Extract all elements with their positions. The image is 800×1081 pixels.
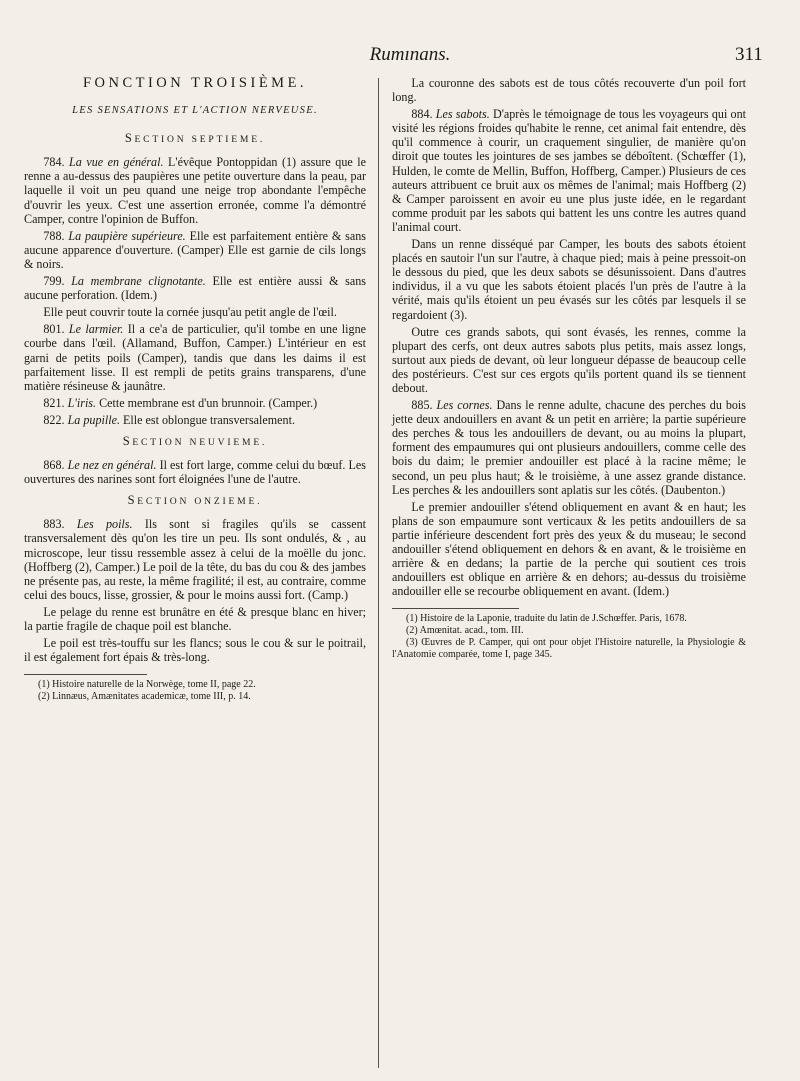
column-divider [378, 78, 379, 1068]
paragraph-884: 884. Les sabots. D'après le témoignage de tous les voyageurs qui ont visité les régions froides qu'habite le renne, cet animal fait entendre, dès qu'il commence à courir, un craquement singulier, de manière qu'on diroit que toutes les jointures de ses jambes se déboîtent. (Schœffer (1), Hulden, le comte de Mellin, Buffon, Hoffberg, Camper.) Plusieurs de ces auteurs attribuent ce bruit aux os mêmes de l'animal; mais Hoffberg (2) & Camper paroissent en avoir eu une plus juste idée, en le regardant comme produit par les sabots qui battent les uns contre les autres quand l'animal court. [392, 107, 746, 234]
running-title: Rumınans. [369, 44, 451, 65]
paragraph-885: 885. Les cornes. Dans le renne adulte, chacune des perches du bois jette deux andouillers en avant & un petit en arrière; la partie supérieure des perches & tous les andouillers de devant, ou au moins la plupart, forment des empaumures qui ont plusieurs andouillers, comme celle des bois du daim; le premier andouiller est placé à la racine même; le second, un peu plus haut; & le troisième, à une assez grande distance. Les perches & les andouillers sont aplatis sur les côtés. (Daubenton.) [392, 398, 746, 497]
paragraph-784: 784. La vue en général. L'évêque Pontoppidan (1) assure que le renne a au-dessus des paupières une petite ouverture dans la peau, par laquelle il voit un peu quand une neige trop abondante l'empêche d'ouvrir les yeux. C'est une assertion erronée, comme l'a démontré Camper, contre l'opinion de Buffon. [24, 155, 366, 226]
footnote: (1) Histoire de la Laponie, traduite du latin de J.Schœffer. Paris, 1678. [406, 613, 687, 625]
paragraph-799-cont: Elle peut couvrir toute la cornée jusqu'au petit angle de l'œil. [43, 305, 337, 320]
page-number: 311 [735, 44, 763, 65]
paragraph-884-cont2: Outre ces grands sabots, qui sont évasés, les rennes, comme la plupart des cerfs, ont deux autres sabots plus petits, mais assez longs, surtout aux pieds de devant, où leur longueur dépasse de beaucoup celle des postérieurs. C'est sur ces ergots qu'ils portent quand ils se tiennent debout. [392, 324, 746, 395]
footnote-divider [24, 674, 147, 675]
paragraph-868: 868. Le nez en général. Il est fort large, comme celui du bœuf. Les ouvertures des narines sont fort éloignées l'une de l'autre. [24, 458, 367, 487]
paragraph-822: 822. La pupille. Elle est oblongue transversalement. [43, 412, 295, 427]
right-column [392, 76, 746, 661]
chapter-title: FONCTION TROISIÈME. [82, 75, 308, 91]
footnote: (2) Linnæus, Amænitates academicæ, tome III, p. 14. [38, 691, 251, 703]
footnote: (2) Amœnitat. acad., tom. III. [406, 625, 524, 637]
footnote: (1) Histoire naturelle de la Norwège, tome II, page 22. [38, 679, 256, 691]
paragraph-883-cont: Le pelage du renne est brunâtre en été & presque blanc en hiver; la partie fragile de chaque poil est blanche. [24, 604, 366, 633]
left-column [24, 76, 366, 703]
paragraph-885-cont: Le premier andouiller s'étend obliquement en avant & en haut; les plans de son empaumure sont verticaux & les petits andouillers de sa partie inférieure descendent fort près des yeux & du museau; le second andouiller s'étend obliquement en dehors & en avant, & le troisième en arrière & en dedans; la partie de la perche qui soutient ces trois andouillers est oblique en arrière & en dehors; au-dessus du troisième andouiller elle se recourbe obliquement en avant. (Idem.) [392, 499, 746, 599]
section-heading: SECTION ONZIEME. [127, 493, 263, 508]
section-heading: SECTION SEPTIEME. [124, 131, 266, 146]
paragraph-884-cont: Dans un renne disséqué par Camper, les bouts des sabots étoient placés en sautoir l'un sur l'autre, à chaque pied; mais à peine pressoit-on le dessous du pied, que les deux sabots se désunissoient. Dans d'autres individus, il a vu que les sabots étoient placés l'un près de l'autre à la vérité, mais qu'ils étoient un peu évasés sur les côtés par lesquels il se regardoient (3). [392, 237, 746, 322]
paragraph-883: 883. Les poils. Ils sont si fragiles qu'ils se cassent transversalement dès qu'on les tire un peu. Ils sont ondulés, & , au microscope, leur tissu ressemble assez à celui de la moëlle du jonc. (Hoffberg (2), Camper.) Le poil de la tête, du bas du cou & des jambes ne présente pas, au reste, la même fragilité; il est, au contraire, comme celui des boucs, lisse, grossier, & pour le moins aussi fort. (Camp.) [24, 517, 367, 602]
paragraph-801: 801. Le larmier. Il a ce'a de particulier, qu'il tombe en une ligne courbe dans l'œil. (Allamand, Buffon, Camper.) L'intérieur en est garni de petits poils (Camper), tandis que dans les daims il est parfaitement lisse. Il est rempli de petits grains transparens, d'une matière résineuse & jaunâtre. [24, 322, 366, 393]
footnote: (3) Œuvres de P. Camper, qui ont pour objet l'Histoire naturelle, la Physiologie & l'Anatomie comparée, tome I, page 345. [392, 637, 746, 661]
chapter-subtitle: LES SENSATIONS ET L'ACTION NERVEUSE. [72, 105, 318, 117]
footnote-divider [392, 608, 519, 609]
paragraph-788: 788. La paupière supérieure. Elle est parfaitement entière & sans aucune apparence d'ouverture. (Camper) Elle est garnie de cils longs & noirs. [24, 228, 366, 271]
paragraph-883-cont2: Le poil est très-touffu sur les flancs; sous le cou & sur le poitrail, il est également fort épais & très-long. [24, 636, 366, 665]
paragraph-821: 821. L'iris. Cette membrane est d'un brunnoir. (Camper.) [43, 395, 318, 410]
paragraph-799: 799. La membrane clignotante. Elle est entière aussi & sans aucune perforation. (Idem.) [24, 274, 366, 303]
paragraph-intro: La couronne des sabots est de tous côtés recouverte d'un poil fort long. [392, 76, 746, 105]
section-heading: SECTION NEUVIEME. [122, 433, 268, 448]
